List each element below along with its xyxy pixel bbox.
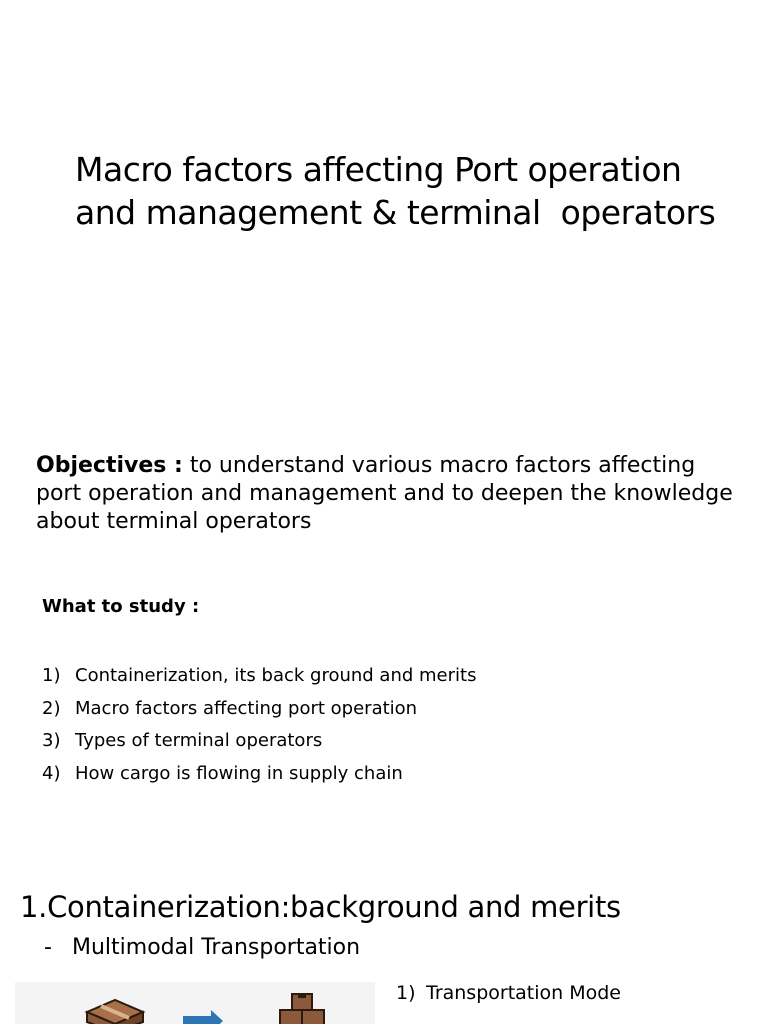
subpoint-text: Multimodal Transportation (72, 935, 361, 960)
objectives-label: Objectives : (36, 453, 183, 478)
objectives-text: to understand various macro factors affecting port operation and management and to deepen the knowledge about terminal operators (36, 453, 733, 534)
list-text: How cargo is flowing in supply chain (75, 762, 403, 784)
list-number: 2) (42, 697, 61, 719)
study-list (42, 660, 476, 790)
objectives-paragraph (36, 452, 736, 536)
list-number: 4) (42, 762, 61, 784)
multimodal-figure (15, 982, 375, 1024)
transport-mode-item (396, 982, 621, 1004)
page-title: Macro factors affecting Port operation and management & terminal operators (75, 150, 716, 232)
list-item (42, 660, 476, 693)
section-subpoint (44, 935, 360, 960)
list-number: 3) (42, 730, 61, 751)
list-number: 1) (42, 665, 61, 686)
list-text: Containerization, its back ground and merits (75, 665, 477, 686)
section-title: 1.Containerization:background and merits (20, 890, 621, 924)
list-item (42, 693, 476, 726)
list-item (42, 725, 476, 758)
list-text: Macro factors affecting port operation (75, 697, 418, 719)
study-heading: What to study : (42, 596, 200, 617)
list-text: Types of terminal operators (75, 730, 323, 751)
list-item (42, 758, 476, 791)
list-text: Transportation Mode (426, 982, 622, 1004)
bullet-dash: - (44, 935, 52, 960)
list-number: 1) (396, 982, 416, 1004)
